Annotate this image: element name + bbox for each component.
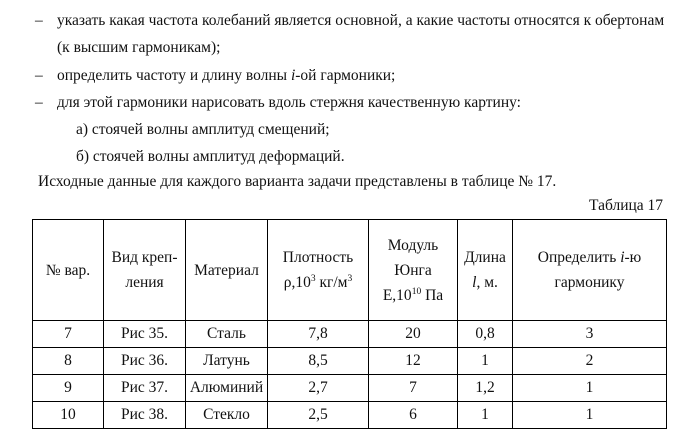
table-row: [33, 375, 667, 402]
cell-material: Алюминий: [186, 375, 268, 402]
cell-harmonic: 1: [513, 402, 667, 429]
table-caption: Таблица 17: [589, 197, 664, 214]
bullet-2-text: определить частоту и длину волны i-ой гармоники;: [57, 67, 396, 84]
cell-material: Сталь: [186, 321, 268, 348]
cell-density: 2,7: [268, 375, 369, 402]
header-length: Длина l, м.: [458, 220, 513, 321]
bullet-3-text: для этой гармоники нарисовать вдоль стержня качественную картину:: [57, 94, 521, 111]
header-density: Плотность $\rho,10^3$ $кг/м^3$: [268, 220, 369, 321]
cell-modulus: 20: [369, 321, 458, 348]
cell-length: 0,8: [458, 321, 513, 348]
header-material: Материал: [186, 220, 268, 321]
cell-mount: Рис 37.: [104, 375, 186, 402]
bullet-1-continuation: [57, 39, 220, 57]
cell-modulus: 6: [369, 402, 458, 429]
cell-material: Стекло: [186, 402, 268, 429]
header-variant: № вар.: [33, 220, 104, 321]
table-row: [33, 348, 667, 375]
cell-modulus: 7: [369, 375, 458, 402]
bullet-1-text: указать какая частота колебаний является основной, а какие частоты относятся к обертонам: [57, 12, 665, 29]
cell-variant: 10: [33, 402, 104, 429]
cell-material: Латунь: [186, 348, 268, 375]
cell-length: 1: [458, 348, 513, 375]
table-header-row: [33, 220, 667, 321]
bullet-1-continuation-text: (к высшим гармоникам);: [57, 39, 221, 56]
cell-harmonic: 2: [513, 348, 667, 375]
cell-density: 2,5: [268, 402, 369, 429]
bullet-dash: –: [35, 94, 43, 111]
cell-variant: 9: [33, 375, 104, 402]
table-row: [33, 321, 667, 348]
header-modulus: Модуль Юнга $Е,10^{10}$ Па: [369, 220, 458, 321]
data-table: [32, 219, 667, 429]
header-mount: Вид креп- ления: [104, 220, 186, 321]
cell-density: 8,5: [268, 348, 369, 375]
sub-item-b: б) стоячей волны амплитуд деформаций.: [76, 148, 345, 165]
cell-density: 7,8: [268, 321, 369, 348]
cell-length: 1,2: [458, 375, 513, 402]
cell-variant: 7: [33, 321, 104, 348]
cell-harmonic: 3: [513, 321, 667, 348]
cell-mount: Рис 38.: [104, 402, 186, 429]
cell-harmonic: 1: [513, 375, 667, 402]
sub-item-a: а) стоячей волны амплитуд смещений;: [76, 121, 330, 138]
intro-paragraph: Исходные данные для каждого варианта задачи представлены в таблице № 17.: [38, 173, 557, 190]
table-row: [33, 402, 667, 429]
cell-mount: Рис 35.: [104, 321, 186, 348]
cell-variant: 8: [33, 348, 104, 375]
header-determine: Определить i-ю гармонику: [513, 220, 667, 321]
cell-modulus: 12: [369, 348, 458, 375]
bullet-dash: –: [35, 12, 43, 29]
bullet-dash: –: [35, 67, 43, 84]
cell-mount: Рис 36.: [104, 348, 186, 375]
cell-length: 1: [458, 402, 513, 429]
